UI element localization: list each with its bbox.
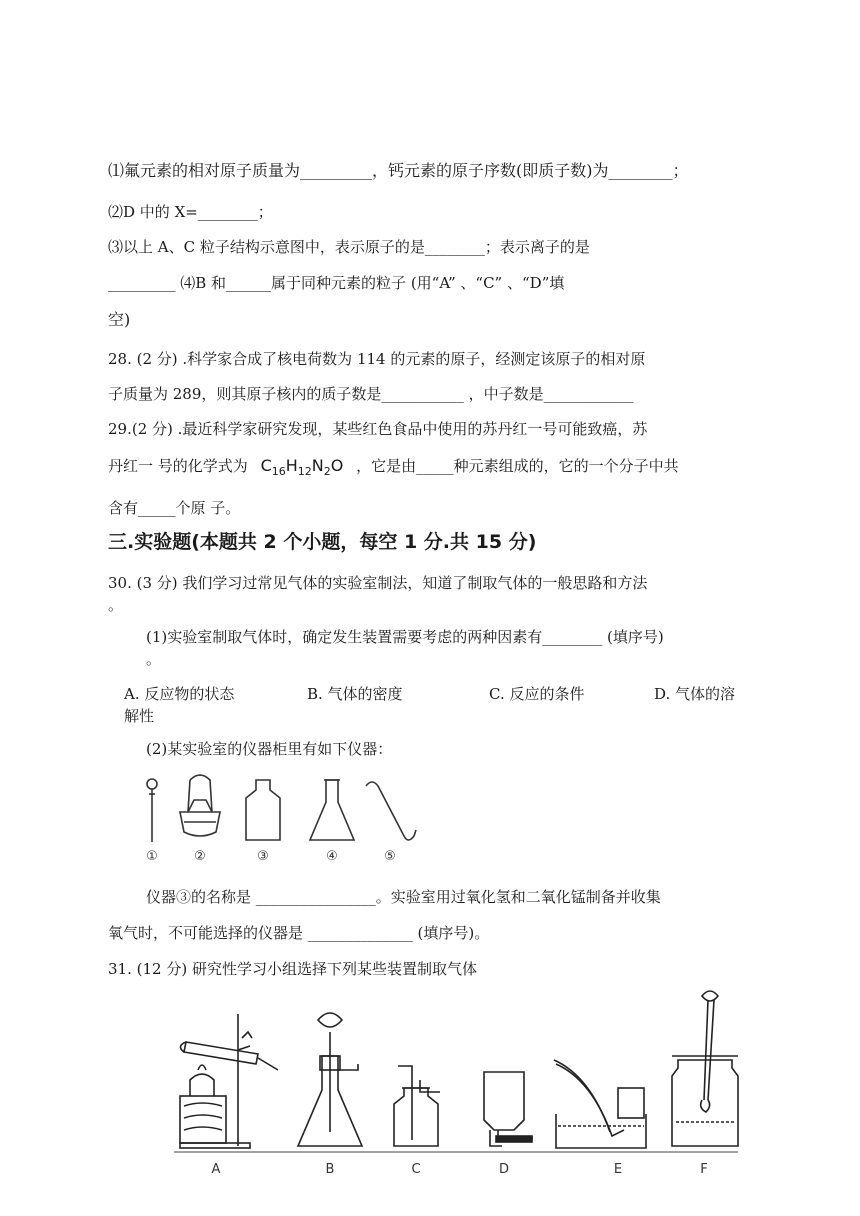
apparatus-b xyxy=(298,1013,362,1146)
q29-line3: 含有_____个原 子。 xyxy=(108,499,241,517)
option-d-cont: 解性 xyxy=(124,707,155,725)
q29-line1: 29.(2 分) .最近科学家研究发现，某些红色食品中使用的苏丹红一号可能致癌，苏 xyxy=(108,420,648,438)
q30-sub1-end: 。 xyxy=(146,650,162,668)
apparatus-e xyxy=(554,1060,646,1148)
q28-line2: 子质量为 289，则其原子核内的质子数是___________ ，中子数是____________ xyxy=(108,385,634,403)
option-d: D. 气体的溶 xyxy=(654,685,736,703)
q27-part4: _________ ⑷B 和______属于同种元素的粒子 (用“A” 、“C” 、“D”填 xyxy=(108,274,565,292)
apparatus-label-d: D xyxy=(498,1162,510,1177)
instruments-figure xyxy=(132,772,422,864)
option-b: B. 气体的密度 xyxy=(307,685,403,703)
apparatus-label-a: A xyxy=(211,1162,221,1177)
q30-question-b: 氧气时，不可能选择的仪器是 ______________ (填序号)。 xyxy=(108,924,490,942)
instrument-label-4: ④ xyxy=(326,849,338,864)
q29-line2-post: ，它是由_____种元素组成的，它的一个分子中共 xyxy=(356,457,679,475)
q27-part3: ⑶以上 A、C 粒子结构示意图中，表示原子的是________；表示离子的是 xyxy=(108,238,590,256)
apparatus-f xyxy=(672,991,738,1146)
apparatus-c xyxy=(394,1066,440,1146)
q30-line1: 30. (3 分) 我们学习过常见气体的实验室制法，知道了制取气体的一般思路和方法 xyxy=(108,574,648,592)
instrument-label-2: ② xyxy=(194,849,206,864)
q27-part1: ⑴氟元素的相对原子质量为_________，钙元素的原子序数(即质子数)为________； xyxy=(108,161,689,180)
apparatus-a xyxy=(180,1014,278,1148)
instrument-2 xyxy=(180,775,220,836)
apparatus-label-c: C xyxy=(411,1162,421,1177)
apparatus-label-f: F xyxy=(700,1162,708,1177)
q29-line2 xyxy=(108,455,679,483)
apparatus-label-b: B xyxy=(325,1162,335,1177)
chemical-formula: $C_{16}H_{12}N_2O$ xyxy=(260,456,344,479)
apparatus-label-e: E xyxy=(613,1162,623,1177)
q27-part2: ⑵D 中的 X=________； xyxy=(108,203,273,221)
q30-sub2: (2)某实验室的仪器柜里有如下仪器： xyxy=(146,740,393,758)
q31-line1: 31. (12 分) 研究性学习小组选择下列某些装置制取气体 xyxy=(108,960,477,978)
q29-line2-pre: 丹红一 号的化学式为 xyxy=(108,457,248,475)
option-c: C. 反应的条件 xyxy=(489,685,585,703)
instrument-label-1: ① xyxy=(146,849,158,864)
q28-line1: 28. (2 分) .科学家合成了核电荷数为 114 的元素的原子，经测定该原子的相对原 xyxy=(108,350,646,368)
instrument-label-3: ③ xyxy=(257,849,269,864)
instrument-4 xyxy=(310,780,354,840)
apparatus-figure xyxy=(172,980,742,1180)
option-a: A. 反应物的状态 xyxy=(124,685,235,703)
q27-part5: 空) xyxy=(108,310,131,329)
apparatus-d xyxy=(484,1072,532,1146)
q30-line1-end: 。 xyxy=(108,596,124,614)
instrument-5 xyxy=(366,782,416,840)
instrument-1 xyxy=(147,779,157,842)
instrument-3 xyxy=(246,780,280,840)
q30-sub1: (1)实验室制取气体时，确定发生装置需要考虑的两种因素有________ (填序号) xyxy=(146,628,664,646)
q30-question-a: 仪器③的名称是 ________________。实验室用过氧化氢和二氧化锰制备并收集 xyxy=(146,888,661,906)
section-heading: 三.实验题(本题共 2 个小题，每空 1 分.共 15 分) xyxy=(108,531,537,553)
instrument-label-5: ⑤ xyxy=(384,849,396,864)
